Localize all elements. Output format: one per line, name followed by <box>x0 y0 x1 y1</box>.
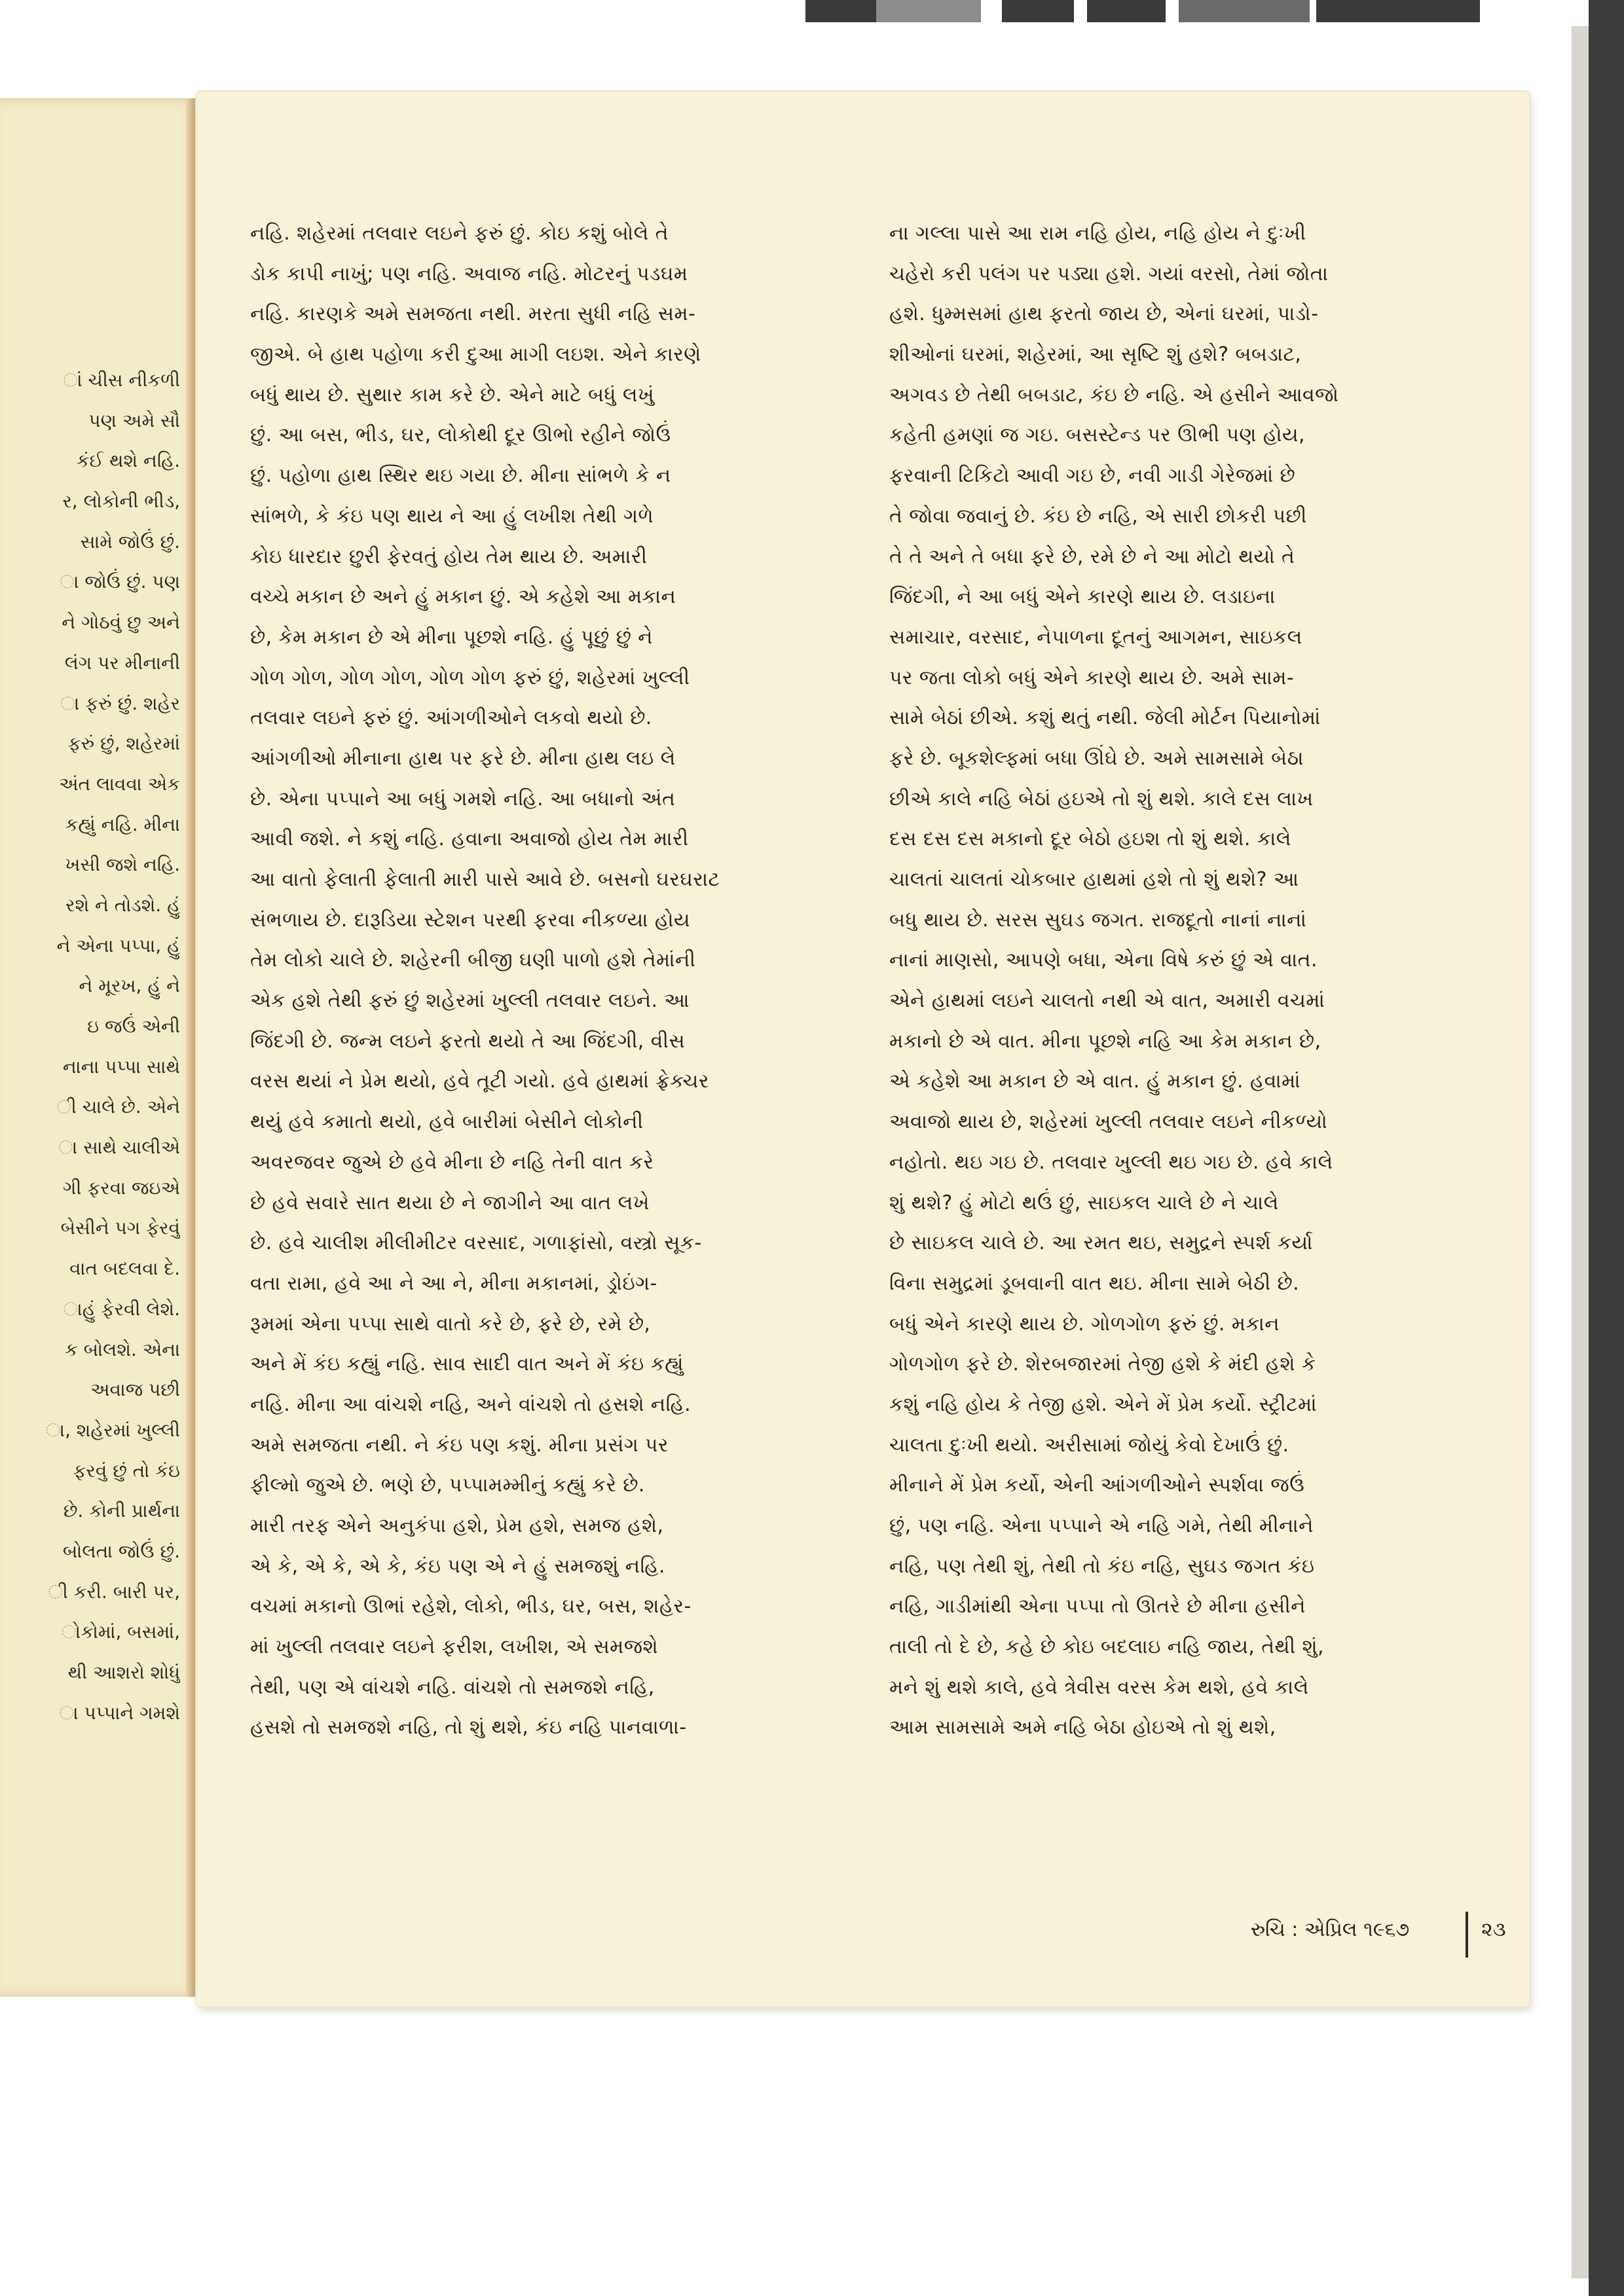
previous-page-line: ને મૂરખ, હું ને <box>79 975 180 997</box>
previous-page-line: ફરવું છું તો કંઇ <box>73 1459 180 1482</box>
text-line: ચાલતાં ચાલતાં ચોકબાર હાથમાં હશે તો શું થશે? આ <box>889 868 1299 891</box>
previous-page <box>0 98 203 1997</box>
text-line: હશે. ધુમ્મસમાં હાથ ફરતો જાય છે, એનાં ઘરમાં, પાડો- <box>889 302 1319 326</box>
page-footer <box>1251 1912 1513 1958</box>
magazine-page <box>196 92 1529 2007</box>
scanner-strip <box>1179 0 1310 22</box>
previous-page-line: નાના પપ્પા સાથે <box>62 1055 180 1078</box>
previous-page-line: ક બોલશે. એના <box>65 1338 180 1360</box>
previous-page-line: રશે ને તોડશે. હું <box>65 894 180 916</box>
text-line: તે જોવા જવાનું છે. કંઇ છે નહિ, એ સારી છોકરી પછી <box>889 504 1307 528</box>
text-line: વરસ થયાં ને પ્રેમ થયો, હવે તૂટી ગયો. હવે હાથમાં ફ્રેક્ચર <box>250 1070 709 1093</box>
text-line: નહિ. કારણકે અમે સમજતા નથી. મરતા સુધી નહિ સમ- <box>250 302 696 326</box>
previous-page-line: સામે જોઉં છું. <box>80 530 180 553</box>
text-line: છીએ કાલે નહિ બેઠાં હઇએ તો શું થશે. કાલે દસ લાખ <box>889 787 1314 811</box>
text-line: કોઇ ધારદાર છુરી ફેરવતું હોય તેમ થાય છે. અમારી <box>250 545 648 568</box>
text-line: શું થશે? હું મોટો થઉં છું, સાઇકલ ચાલે છે ને ચાલે <box>889 1191 1279 1214</box>
scanner-strip <box>1002 0 1074 22</box>
text-line: મારી તરફ એને અનુકંપા હશે, પ્રેમ હશે, સમજ હશે, <box>250 1514 664 1537</box>
text-line: ફરે છે. બૂકશેલ્ફમાં બધા ઊંઘે છે. અમે સામસામે બેઠા <box>889 746 1304 770</box>
scanner-edge-inner <box>1572 26 1589 2278</box>
previous-page-line: અવાજ પછી <box>90 1379 180 1401</box>
text-line: વચ્ચે મકાન છે અને હું મકાન છું. એ કહેશે આ મકાન <box>250 585 676 609</box>
text-line: છે, કેમ મકાન છે એ મીના પૂછશે નહિ. હું પૂછું છું ને <box>250 625 653 649</box>
text-line: બધું થાય છે. સુથાર કામ કરે છે. એને માટે બધું લખું <box>250 383 655 407</box>
previous-page-line: ને ગોઠવું છુ અને <box>62 611 180 634</box>
text-line: છે સાઇકલ ચાલે છે. આ રમત થઇ, સમુદ્રને સ્પર્શ કર્યા <box>889 1231 1313 1255</box>
text-line: નહિ, પણ તેથી શું, તેથી તો કંઇ નહિ, સુઘડ જગત કંઇ <box>889 1554 1315 1578</box>
text-line: એ કે, એ કે, એ કે, કંઇ પણ એ ને હું સમજશું નહિ. <box>250 1554 665 1578</box>
text-line: હસશે તો સમજશે નહિ, તો શું થશે, કંઇ નહિ પાનવાળા- <box>250 1716 687 1740</box>
text-line: આમ સામસામે અમે નહિ બેઠા હોઇએ તો શું થશે, <box>889 1716 1276 1740</box>
text-line: ચાલતા દુઃખી થયો. અરીસામાં જોયું કેવો દેખાઉં છું. <box>889 1433 1289 1457</box>
previous-page-line: ોકોમાં, બસમાં, <box>61 1621 180 1643</box>
text-line: એક હશે તેથી ફરું છું શહેરમાં ખુલ્લી તલવાર લઇને. આ <box>250 989 690 1013</box>
text-line: અવાજો થાય છે, શહેરમાં ખુલ્લી તલવાર લઇને નીકળ્યો <box>889 1110 1328 1134</box>
text-line: નહિ. શહેરમાં તલવાર લઇને ફરું છું. કોઇ કશું બોલે તે <box>250 222 669 245</box>
text-line: એને હાથમાં લઇને ચાલતો નથી એ વાત, અમારી વચમાં <box>889 989 1325 1013</box>
text-line: છે. એના પપ્પાને આ બધું ગમશે નહિ. આ બધાનો અંત <box>250 787 676 811</box>
previous-page-line: વાત બદલવા દે. <box>69 1258 180 1280</box>
text-line: છું. પહોળા હાથ સ્થિર થઇ ગયા છે. મીના સાંભળે કે ન <box>250 464 671 488</box>
previous-page-line: થી આશરો શોધું <box>67 1662 180 1683</box>
text-line: વતા રામા, હવે આ ને આ ને, મીના મકાનમાં, ડ્રોઇંગ- <box>250 1271 657 1295</box>
text-line: આ વાતો ફેલાતી ફેલાતી મારી પાસે આવે છે. બસનો ઘરઘરાટ <box>250 868 720 891</box>
previous-page-line: અંત લાવવા એક <box>59 773 180 795</box>
previous-page-line: કહ્યું નહિ. મીના <box>65 813 180 835</box>
text-line: નહિ, ગાડીમાંથી એના પપ્પા તો ઊતરે છે મીના હસીને <box>889 1595 1306 1618</box>
text-line: આંગળીઓ મીનાના હાથ પર ફરે છે. મીના હાથ લઇ લે <box>250 746 676 770</box>
text-line: છે હવે સવારે સાત થયા છે ને જાગીને આ વાત લખે <box>250 1191 650 1214</box>
previous-page-line: ખસી જશે નહિ. <box>65 854 180 876</box>
text-line: અગવડ છે તેથી બબડાટ, કંઇ છે નહિ. એ હસીને આવજો <box>889 383 1339 407</box>
text-line: નહિ. મીના આ વાંચશે નહિ, અને વાંચશે તો હસશે નહિ. <box>250 1393 692 1416</box>
previous-page-line: ાં ચીસ નીકળી <box>63 369 180 391</box>
right-column <box>889 213 1466 1748</box>
text-line: મકાનો છે એ વાત. મીના પૂછશે નહિ આ કેમ મકાન છે, <box>889 1029 1321 1053</box>
previous-page-line: બેસીને પગ ફેરવું <box>60 1217 180 1239</box>
previous-page-line: ને એના પપ્પા, હું <box>56 934 180 957</box>
text-line: તાલી તો દે છે, કહે છે કોઇ બદલાઇ નહિ જાય, તેથી શું, <box>889 1635 1324 1659</box>
scanner-strip <box>876 0 981 22</box>
text-line: તલવાર લઇને ફરું છું. આંગળીઓને લકવો થયો છે. <box>250 706 652 730</box>
text-line: અને મેં કંઇ કહ્યું નહિ. સાવ સાદી વાત અને મેં કંઇ કહ્યું <box>250 1353 684 1376</box>
text-line: કહેતી હમણાં જ ગઇ. બસસ્ટેન્ડ પર ઊભી પણ હોય, <box>889 424 1305 447</box>
text-line: મીનાને મેં પ્રેમ કર્યો, એની આંગળીઓને સ્પર્શવા જઉં <box>889 1474 1305 1497</box>
previous-page-line: ા પપ્પાને ગમશે <box>59 1702 180 1724</box>
text-line: છે. હવે ચાલીશ મીલીમીટર વરસાદ, ગળાફાંસો, વસ્ત્રો સૂક- <box>250 1231 702 1255</box>
previous-page-line: ઇ જઉં એની <box>87 1015 180 1037</box>
text-line: મને શું થશે કાલે, હવે ત્રેવીસ વરસ કેમ થશે, હવે કાલે <box>889 1675 1309 1699</box>
text-line: સામે બેઠાં છીએ. કશું થતું નથી. જેલી મોર્ટન પિયાનોમાં <box>889 706 1321 730</box>
text-line: સંભળાય છે. દારૂડિયા સ્ટેશન પરથી ફરવા નીકળ્યા હોય <box>250 908 691 932</box>
previous-page-line: કંઈ થશે નહિ. <box>76 450 180 472</box>
text-line: જીએ. બે હાથ પહોળા કરી દુઆ માગી લઇશ. એને કારણે <box>250 343 701 367</box>
text-line: થયું હવે કમાતો થયો, હવે બારીમાં બેસીને લોકોની <box>250 1110 644 1134</box>
previous-page-line: ા ફરું છું. શહેર <box>60 692 180 714</box>
text-line: જિંદગી છે. જન્મ લઇને ફરતો થયો તે આ જિંદગી, વીસ <box>250 1029 686 1053</box>
text-line: બધું એને કારણે થાય છે. ગોળગોળ ફરું છું. મકાન <box>889 1312 1280 1336</box>
previous-page-text <box>0 360 180 1733</box>
scanner-edge <box>1589 0 1624 2296</box>
left-column <box>250 213 826 1748</box>
text-line: ડોક કાપી નાખું; પણ નહિ. અવાજ નહિ. મોટરનું પડઘમ <box>250 262 688 285</box>
previous-page-line: ા જોઉં છું. પણ <box>60 571 180 593</box>
journal-issue: રુચિ : એપ્રિલ ૧૯૬૭ <box>1251 1918 1410 1941</box>
previous-page-line: બોલતા જોઉં છું. <box>62 1540 180 1562</box>
text-line: સમાચાર, વરસાદ, નેપાળના દૂતનું આગમન, સાઇકલ <box>889 625 1302 649</box>
text-line: બધુ થાય છે. સરસ સુઘડ જગત. રાજદૂતો નાનાં નાનાં <box>889 908 1307 932</box>
text-line: ફરવાની ટિકિટો આવી ગઇ છે, નવી ગાડી ગેરેજમાં છે <box>889 464 1296 488</box>
scanner-strip <box>1316 0 1480 22</box>
text-line: છું, પણ નહિ. એના પપ્પાને એ નહિ ગમે, તેથી મીનાને <box>889 1514 1314 1537</box>
text-line: ના ગલ્લા પાસે આ રામ નહિ હોય, નહિ હોય ને દુઃખી <box>889 222 1306 245</box>
text-line: તેથી, પણ એ વાંચશે નહિ. વાંચશે તો સમજશે નહિ, <box>250 1675 655 1699</box>
previous-page-line: ર, લોકોની ભીડ, <box>62 490 180 513</box>
previous-page-line: ા, શહેરમાં ખુલ્લી <box>45 1419 180 1441</box>
text-line: આવી જશે. ને કશું નહિ. હવાના અવાજો હોય તેમ મારી <box>250 828 689 851</box>
text-line: જિંદગી, ને આ બધું એને કારણે થાય છે. લડાઇના <box>889 585 1276 609</box>
text-line: સાંભળે, કે કંઇ પણ થાય ને આ હું લખીશ તેથી ગળે <box>250 504 654 528</box>
previous-page-line: લંગ પર મીનાની <box>64 651 180 674</box>
text-line: અવરજવર જુએ છે હવે મીના છે નહિ તેની વાત કરે <box>250 1150 654 1174</box>
text-line: રૂમમાં એના પપ્પા સાથે વાતો કરે છે, ફરે છે, રમે છે, <box>250 1312 651 1336</box>
text-line: છું. આ બસ, ભીડ, ઘર, લોકોથી દૂર ઊભો રહીને જોઉં <box>250 424 671 447</box>
text-line: નાનાં માણસો, આપણે બધા, એના વિષે કરું છું એ વાત. <box>889 949 1318 972</box>
text-line: ગોળગોળ ફરે છે. શેરબજારમાં તેજી હશે કે મંદી હશે કે <box>889 1353 1316 1376</box>
scanner-strip <box>805 0 876 22</box>
text-line: અમે સમજતા નથી. ને કંઇ પણ કશું. મીના પ્રસંગ પર <box>250 1433 669 1457</box>
text-line: પર જતા લોકો બધું એને કારણે થાય છે. અમે સામ- <box>889 666 1295 689</box>
text-line: ચહેરો કરી પલંગ પર પડ્યા હશે. ગયાં વરસો, તેમાં જોતા <box>889 262 1329 285</box>
text-line: કશું નહિ હોય કે તેજી હશે. એને મેં પ્રેમ કર્યો. સ્ટ્રીટમાં <box>889 1393 1317 1416</box>
previous-page-line: ી ચાલે છે. એને <box>56 1096 180 1118</box>
previous-page-line: ાહું ફેરવી લેશે. <box>63 1298 180 1320</box>
previous-page-line: છે. કોની પ્રાર્થના <box>63 1500 180 1522</box>
text-line: તે તે અને તે બધા ફરે છે, રમે છે ને આ મોટો થયો તે <box>889 545 1295 568</box>
footer-divider <box>1466 1912 1468 1958</box>
page-number: ૨૩ <box>1481 1918 1506 1941</box>
previous-page-line: ી કરી. બારી પર, <box>48 1580 180 1603</box>
text-line: માં ખુલ્લી તલવાર લઇને ફરીશ, લખીશ, એ સમજશે <box>250 1635 659 1659</box>
text-line: શીઓનાં ઘરમાં, શહેરમાં, આ સૃષ્ટિ શું હશે? બબડાટ, <box>889 343 1302 367</box>
text-line: વચમાં મકાનો ઊભાં રહેશે, લોકો, ભીડ, ઘર, બસ, શહેર- <box>250 1595 692 1618</box>
scanner-strip <box>1087 0 1166 22</box>
text-line: વિના સમુદ્રમાં ડૂબવાની વાત થઇ. મીના સામે બેઠી છે. <box>889 1271 1300 1295</box>
previous-page-line: ગી ફરવા જઇએ <box>62 1176 180 1199</box>
previous-page-line: ા સાથે ચાલીએ <box>58 1137 180 1159</box>
text-line: દસ દસ દસ મકાનો દૂર બેઠો હઇશ તો શું થશે. કાલે <box>889 828 1291 851</box>
text-line: તેમ લોકો ચાલે છે. શહેરની બીજી ઘણી પાળો હશે તેમાંની <box>250 949 696 972</box>
text-line: એ કહેશે આ મકાન છે એ વાત. હું મકાન છું. હવામાં <box>889 1070 1301 1093</box>
previous-page-line: ફરું છું, શહેરમાં <box>67 733 180 755</box>
previous-page-line: પણ અમે સૌ <box>88 409 180 431</box>
text-line: નહોતો. થઇ ગઇ છે. તલવાર ખુલ્લી થઇ ગઇ છે. હવે કાલે <box>889 1150 1333 1174</box>
text-line: ગોળ ગોળ, ગોળ ગોળ, ગોળ ગોળ ફરું છું, શહેરમાં ખુલ્લી <box>250 666 690 689</box>
text-line: ફીલ્મો જુએ છે. ભણે છે, પપ્પામમ્મીનું કહ્યું કરે છે. <box>250 1474 645 1497</box>
